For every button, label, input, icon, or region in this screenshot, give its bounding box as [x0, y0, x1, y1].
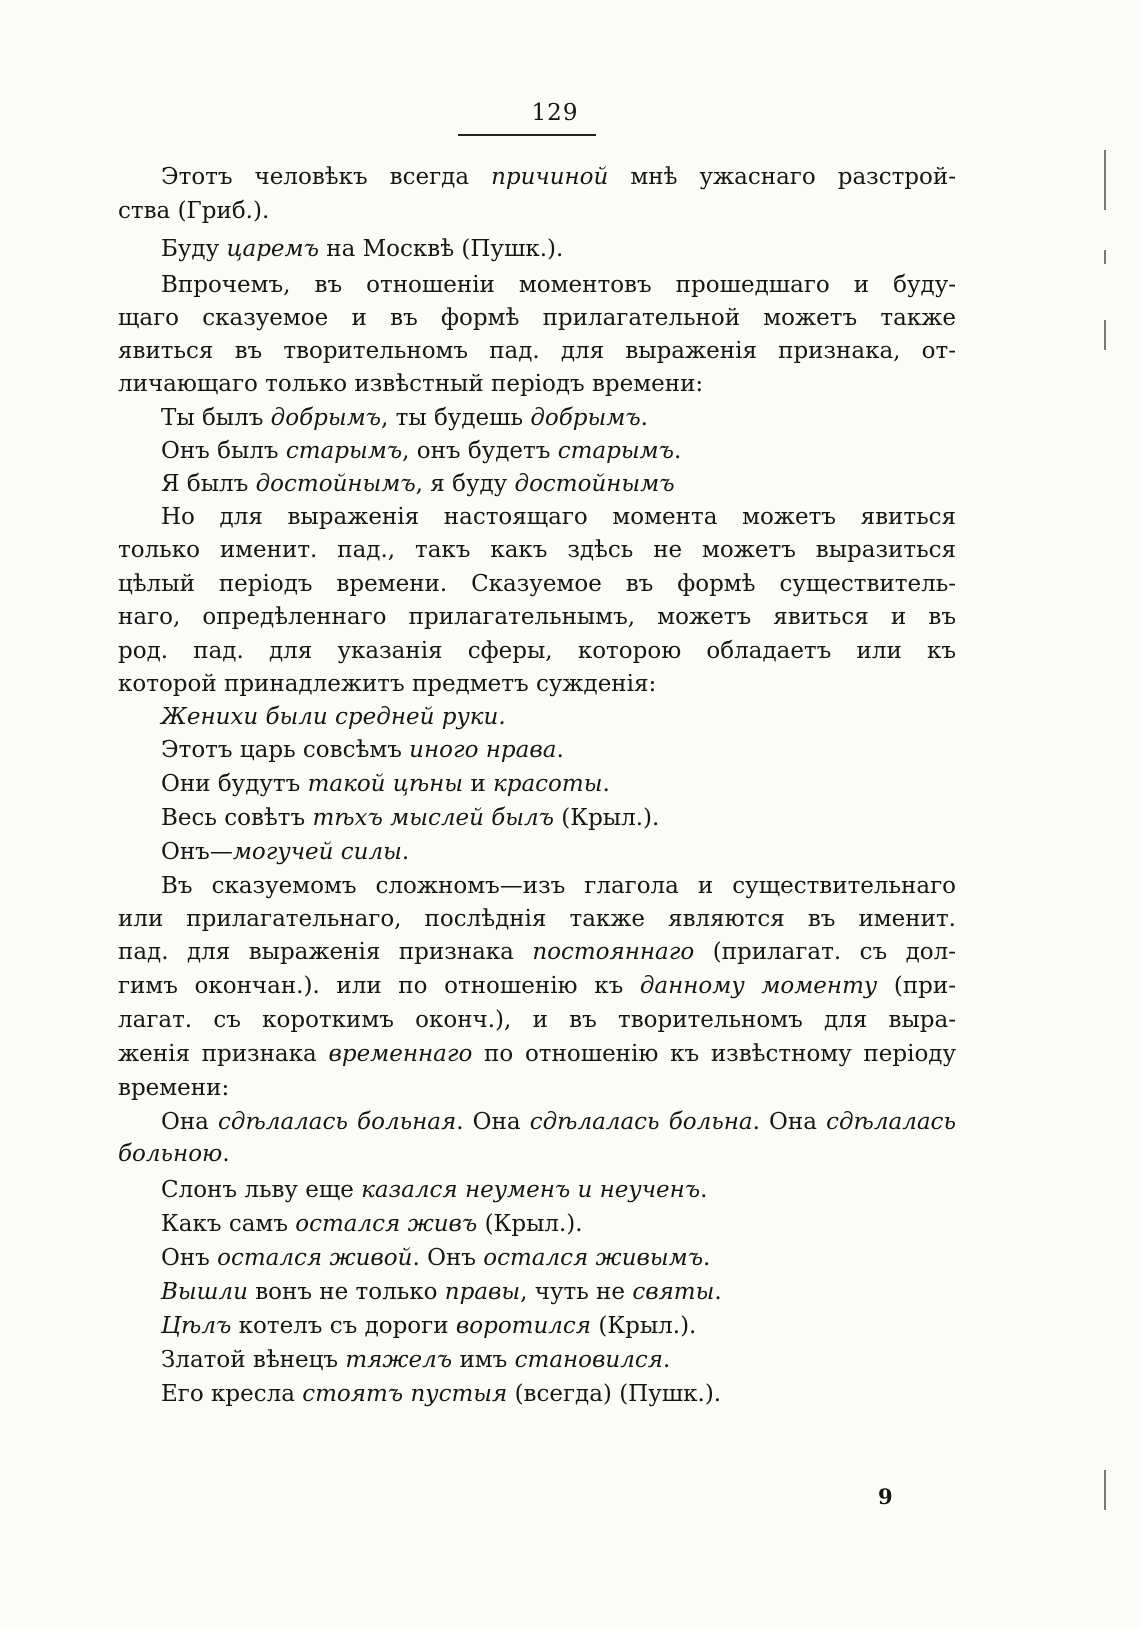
italic-text-segment: остался живъ: [295, 1211, 478, 1237]
text-segment: наго, опредѣленнаго прилагательнымъ, можетъ явиться и въ: [118, 604, 956, 630]
text-segment: Златой вѣнецъ: [161, 1347, 346, 1373]
text-line: [161, 1105, 956, 1139]
text-segment: Слонъ льву еще: [161, 1177, 362, 1203]
text-line: [118, 969, 956, 1003]
text-segment: или прилагательнаго, послѣднія также являются въ именит.: [118, 906, 956, 932]
signature-mark: 9: [878, 1484, 893, 1509]
text-segment: .: [714, 1279, 722, 1305]
italic-text-segment: больною: [118, 1141, 223, 1167]
text-segment: , я буду: [415, 471, 515, 497]
text-line: [161, 268, 956, 302]
text-line: [161, 1309, 696, 1343]
text-segment: Этотъ человѣкъ всегда: [161, 164, 492, 190]
italic-text-segment: добрымъ: [530, 405, 641, 431]
text-line: [118, 367, 703, 401]
italic-text-segment: могучей силы: [232, 839, 402, 865]
text-segment: (Крыл.).: [591, 1313, 697, 1339]
text-line: [161, 434, 681, 468]
text-segment: цѣлый періодъ времени. Сказуемое въ формѣ существитель-: [118, 571, 956, 597]
text-segment: Но для выраженія настоящаго момента можетъ явиться: [161, 504, 956, 530]
text-segment: Буду: [161, 236, 227, 262]
text-line: [161, 700, 506, 734]
italic-text-segment: старымъ: [285, 438, 403, 464]
italic-text-segment: казался неуменъ и неученъ: [361, 1177, 701, 1203]
text-segment: Весь совѣтъ: [161, 805, 313, 831]
italic-text-segment: красоты: [492, 771, 603, 797]
text-line: [118, 1037, 956, 1071]
italic-text-segment: сдѣлалась больна: [529, 1109, 753, 1135]
text-segment: Его кресла: [161, 1381, 303, 1407]
text-line: [161, 733, 564, 767]
text-segment: Этотъ царь совсѣмъ: [161, 737, 410, 763]
text-segment: род. пад. для указанія сферы, которою обладаетъ или къ: [118, 638, 956, 664]
italic-text-segment: тѣхъ мыслей былъ: [312, 805, 554, 831]
italic-text-segment: становился: [514, 1347, 663, 1373]
text-segment: по отношенію къ извѣстному періоду: [472, 1041, 956, 1067]
text-line: [161, 1173, 707, 1207]
text-line: [161, 467, 675, 501]
text-segment: гимъ окончан.). или по отношенію къ: [118, 973, 640, 999]
text-segment: котелъ съ дороги: [231, 1313, 456, 1339]
edge-scan-mark: [1104, 1470, 1106, 1510]
italic-text-segment: Женихи были средней руки.: [161, 704, 506, 730]
text-segment: .: [662, 1347, 671, 1373]
text-segment: имъ: [452, 1347, 515, 1373]
italic-text-segment: тяжелъ: [345, 1347, 453, 1373]
text-line: [161, 801, 659, 835]
italic-text-segment: царемъ: [226, 236, 319, 262]
text-line: [118, 334, 956, 368]
italic-text-segment: стоятъ пустыя: [302, 1381, 508, 1407]
italic-text-segment: правы: [444, 1279, 521, 1305]
italic-text-segment: причиной: [491, 164, 609, 190]
text-segment: Въ сказуемомъ сложномъ—изъ глагола и существительнаго: [161, 873, 956, 899]
italic-text-segment: такой цѣны: [307, 771, 464, 797]
text-line: [161, 1275, 722, 1309]
italic-text-segment: иного нрава: [409, 737, 557, 763]
italic-text-segment: воротился: [455, 1313, 592, 1339]
text-segment: . Онъ: [412, 1245, 484, 1271]
text-segment: явиться въ творительномъ пад. для выраженія признака, от-: [118, 338, 956, 364]
text-line: [118, 194, 269, 228]
text-line: [161, 767, 610, 801]
text-segment: Какъ самъ: [161, 1211, 296, 1237]
text-segment: (Крыл.).: [553, 805, 660, 831]
text-line: [161, 401, 648, 435]
italic-text-segment: старымъ: [557, 438, 674, 464]
text-segment: .: [640, 405, 648, 431]
italic-text-segment: Вышли: [161, 1279, 248, 1305]
text-line: [161, 1343, 670, 1377]
text-line: [161, 1377, 721, 1411]
text-segment: Они будутъ: [161, 771, 308, 797]
italic-text-segment: достойнымъ: [255, 471, 416, 497]
text-line: [161, 160, 956, 194]
text-segment: , онъ будетъ: [402, 438, 558, 464]
text-segment: Онъ былъ: [161, 438, 286, 464]
text-line: [118, 902, 956, 936]
text-line: [161, 835, 409, 869]
italic-text-segment: остался живымъ: [483, 1245, 704, 1271]
text-segment: и: [463, 771, 493, 797]
text-segment: (Крыл.).: [477, 1211, 583, 1237]
text-segment: (всегда) (Пушк.).: [507, 1381, 722, 1407]
text-segment: .: [556, 737, 564, 763]
text-segment: .: [673, 438, 682, 464]
text-segment: .: [222, 1141, 230, 1167]
text-segment: времени:: [118, 1075, 230, 1101]
text-segment: мнѣ ужаснаго разстрой-: [608, 164, 956, 190]
text-segment: Я былъ: [161, 471, 256, 497]
text-line: [161, 500, 956, 534]
italic-text-segment: данному моменту: [639, 973, 878, 999]
text-segment: которой принадлежитъ предметъ сужденія:: [118, 671, 657, 697]
text-segment: . Она: [752, 1109, 827, 1135]
text-line: [118, 667, 656, 701]
text-line: [161, 1241, 710, 1275]
text-line: [161, 869, 956, 903]
text-line: [161, 232, 563, 266]
text-segment: ства (Гриб.).: [118, 198, 270, 224]
text-segment: на Москвѣ (Пушк.).: [318, 236, 564, 262]
text-segment: , чуть не: [520, 1279, 633, 1305]
text-line: [118, 935, 956, 969]
italic-text-segment: временнаго: [328, 1041, 473, 1067]
text-segment: .: [401, 839, 410, 865]
text-segment: . Она: [456, 1109, 530, 1135]
italic-text-segment: святы: [632, 1279, 715, 1305]
text-segment: вонъ не только: [247, 1279, 445, 1305]
italic-text-segment: остался живой: [217, 1245, 413, 1271]
text-segment: женія признака: [118, 1041, 329, 1067]
edge-scan-mark: [1104, 320, 1106, 350]
italic-text-segment: Цѣлъ: [161, 1313, 232, 1339]
text-segment: только именит. пад., такъ какъ здѣсь не можетъ выразиться: [118, 537, 956, 563]
text-line: [118, 600, 956, 634]
text-segment: (прилагат. съ дол-: [694, 939, 956, 965]
text-segment: Онъ—: [161, 839, 233, 865]
text-segment: Онъ: [161, 1245, 218, 1271]
text-line: [118, 1003, 956, 1037]
page-number: 129: [531, 100, 579, 126]
italic-text-segment: постояннаго: [532, 939, 695, 965]
edge-scan-mark: [1104, 250, 1106, 264]
text-line: [118, 1137, 230, 1171]
italic-text-segment: достойнымъ: [514, 471, 675, 497]
italic-text-segment: сдѣлалась больная: [218, 1109, 457, 1135]
text-segment: Впрочемъ, въ отношеніи моментовъ прошедшаго и буду-: [161, 272, 956, 298]
text-segment: , ты будешь: [381, 405, 531, 431]
text-line: [118, 1071, 229, 1105]
text-segment: лагат. съ короткимъ оконч.), и въ творительномъ для выра-: [118, 1007, 956, 1033]
header-rule: [458, 134, 596, 136]
text-segment: .: [602, 771, 610, 797]
text-line: [118, 634, 956, 668]
text-segment: (при-: [877, 973, 956, 999]
text-segment: личающаго только извѣстный періодъ времени:: [118, 371, 704, 397]
text-segment: Ты былъ: [161, 405, 271, 431]
text-line: [118, 301, 956, 335]
italic-text-segment: сдѣлалась: [826, 1109, 956, 1135]
text-line: [118, 567, 956, 601]
text-segment: Она: [161, 1109, 219, 1135]
text-segment: щаго сказуемое и въ формѣ прилагательной можетъ также: [118, 305, 956, 331]
italic-text-segment: добрымъ: [270, 405, 381, 431]
edge-scan-mark: [1104, 150, 1106, 210]
text-segment: .: [703, 1245, 711, 1271]
text-segment: пад. для выраженія признака: [118, 939, 533, 965]
text-line: [161, 1207, 583, 1241]
text-segment: .: [700, 1177, 708, 1203]
text-line: [118, 533, 956, 567]
